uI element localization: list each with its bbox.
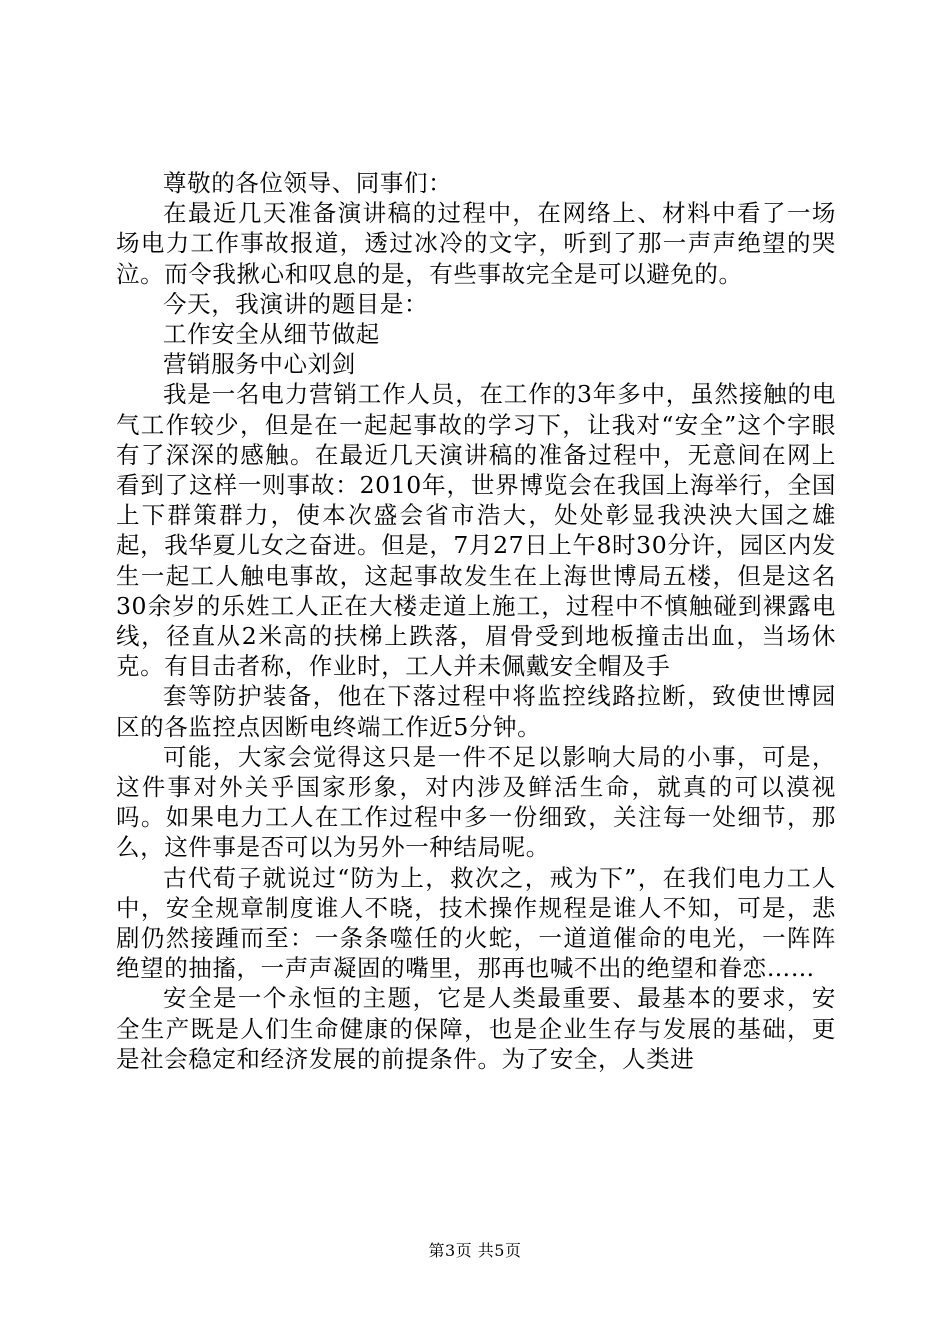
paragraph-accident-story: 我是一名电力营销工作人员，在工作的3年多中，虽然接触的电气工作较少，但是在一起起事故的学习下，让我对“安全”这个字眼有了深深的感触。在最近几天演讲稿的准备过程中，无意间在网上看到了这样一则事故：2010年，世界博览会在我国上海举行，全国上下群策群力，使本次盛会省市浩大，处处彰显我泱泱大国之雄起，我华夏儿女之奋进。但是，7月27日上午8时30分许，园区内发生一起工人触电事故，这起事故发生在上海世博局五楼，但是这名30余岁的乐姓工人正在大楼走道上施工，过程中不慎触碰到裸露电线，径直从2米高的扶梯上跌落，眉骨受到地板撞击出血，当场休克。有目击者称，作业时，工人并未佩戴安全帽及手 (116, 380, 836, 681)
paragraph-speaker: 营销服务中心刘剑 (163, 350, 356, 379)
paragraph-salutation: 尊敬的各位领导、同事们： (163, 169, 453, 197)
paragraph-safety-theme: 安全是一个永恒的主题，它是人类最重要、最基本的要求，安全生产既是人们生命健康的保障，也是企业生存与发展的基础，更是社会稳定和经济发展的前提条件。为了安全，人类进 (116, 984, 836, 1073)
paragraph-speech-title: 工作安全从细节做起 (163, 320, 380, 349)
paragraph-topic-lead: 今天，我演讲的题目是： (163, 289, 429, 318)
document-body (116, 168, 836, 1074)
paragraph-intro: 在最近几天准备演讲稿的过程中，在网络上、材料中看了一场场电力工作事故报道，透过冰冷的文字，听到了那一声声绝望的哭泣。而令我揪心和叹息的是，有些事故完全是可以避免的。 (116, 199, 836, 288)
paragraph-xunzi-quote: 古代荀子就说过“防为上，救次之，戒为下”，在我们电力工人中，安全规章制度谁人不晓，技术操作规程是谁人不知，可是，悲剧仍然接踵而至：一条条噬任的火蛇，一道道催命的电光，一阵阵绝望的抽搐，一声声凝固的嘴里，那再也喊不出的绝望和眷恋…… (116, 863, 836, 983)
paragraph-reflection: 可能，大家会觉得这只是一件不足以影响大局的小事，可是，这件事对外关乎国家形象，对内涉及鲜活生命，就真的可以漠视吗。如果电力工人在工作过程中多一份细致，关注每一处细节，那么，这件事是否可以为另外一种结局呢。 (116, 742, 836, 862)
page-number-footer: 第3页 共5页 (428, 1241, 522, 1260)
paragraph-accident-continued: 套等防护装备，他在下落过程中将监控线路拉断，致使世博园区的各监控点因断电终端工作近5分钟。 (116, 682, 836, 741)
